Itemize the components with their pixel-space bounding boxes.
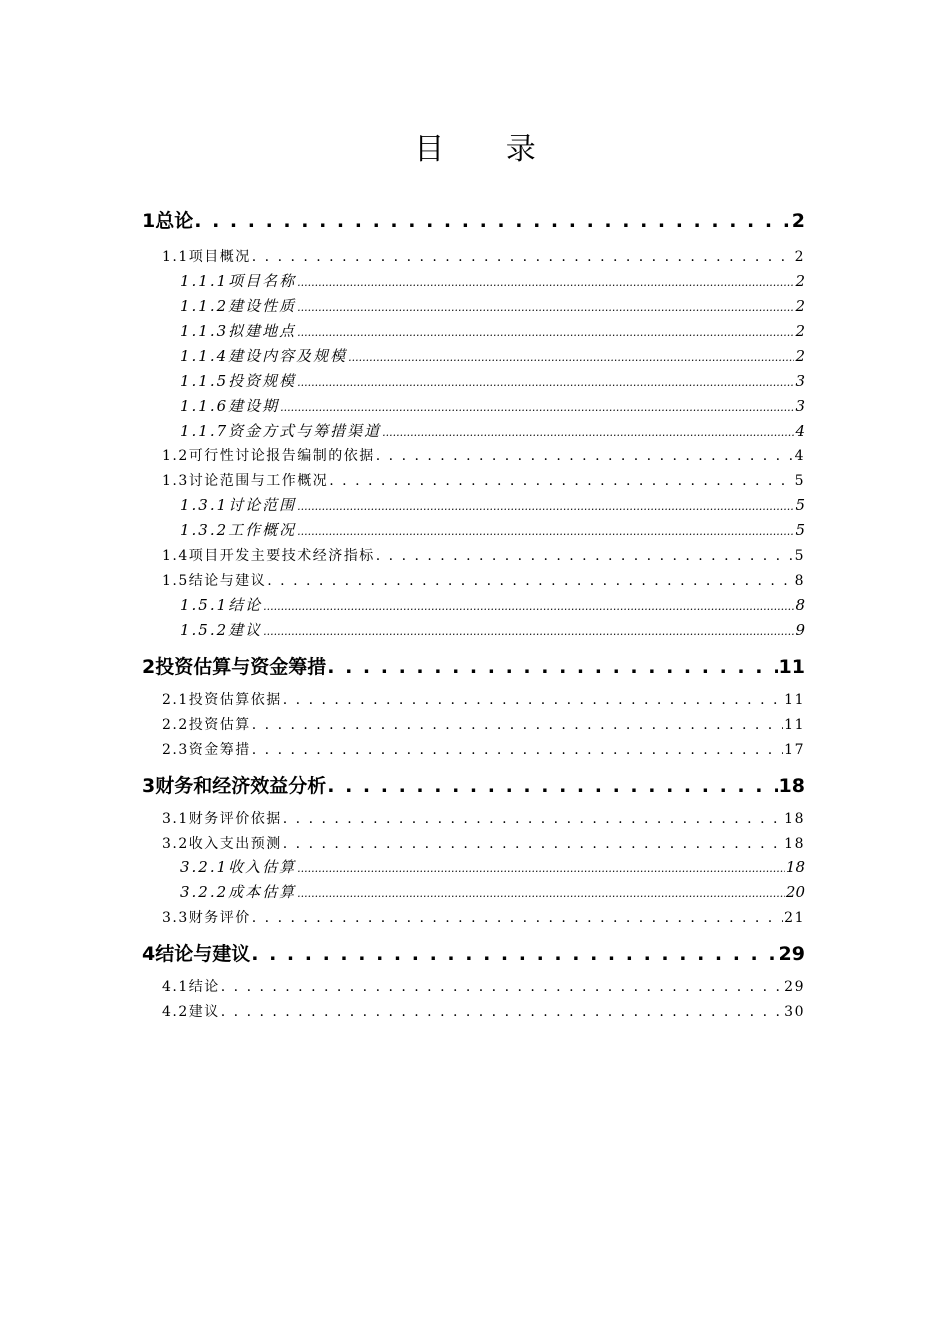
toc-label: 1.1.5投资规模 [180, 372, 297, 390]
toc-label: 1.1.2建设性质 [180, 297, 297, 315]
toc-page: 18 [784, 811, 805, 827]
toc-entry-1-1-3[interactable] [180, 320, 805, 341]
toc-leader [283, 692, 783, 708]
toc-label: 财务和经济效益分析 [155, 775, 327, 797]
toc-page: 4 [794, 448, 805, 464]
toc-entry-1-3-2[interactable] [180, 519, 805, 540]
toc-page: 5 [794, 473, 805, 489]
toc-page: 4 [795, 422, 805, 440]
toc-label: 4.1结论 [162, 979, 220, 995]
toc-page: 21 [784, 910, 805, 926]
toc-label: 1.5结论与建议 [162, 573, 267, 589]
toc-number: 2 [142, 656, 156, 678]
toc-label: 1.5.2建议 [180, 621, 263, 639]
toc-page: 8 [795, 596, 805, 614]
toc-entry-2[interactable] [142, 652, 805, 679]
toc-leader [327, 775, 777, 797]
toc-label: 投资估算与资金筹措 [155, 656, 327, 678]
toc-page: 18 [784, 836, 805, 852]
toc-page: 3 [795, 372, 805, 390]
toc-label: 3.1财务评价依据 [162, 811, 282, 827]
toc-label: 1.1.3拟建地点 [180, 322, 297, 340]
toc-entry-4[interactable] [142, 939, 805, 966]
toc-label: 1.3.1讨论范围 [180, 496, 297, 514]
toc-number: 4 [142, 943, 156, 965]
toc-page: 5 [795, 521, 805, 539]
toc-label: 1.4项目开发主要技术经济指标 [162, 548, 375, 564]
toc-leader [263, 596, 794, 614]
toc-entry-1-1-5[interactable] [180, 370, 805, 391]
toc-page: 3 [795, 397, 805, 415]
toc-leader [251, 943, 777, 965]
toc-label: 1.1.1项目名称 [180, 272, 297, 290]
toc-label: 1.1.7资金方式与筹措渠道 [180, 422, 382, 440]
toc-entry-1-1-7[interactable] [180, 420, 805, 441]
toc-label: 3.2.2成本估算 [180, 883, 297, 901]
toc-entry-3-1[interactable] [162, 808, 805, 828]
toc-leader [283, 811, 783, 827]
toc-page: 11 [784, 692, 805, 708]
toc-page: 17 [784, 742, 805, 758]
toc-page: 18 [778, 775, 805, 797]
toc-label: 2.3资金筹措 [162, 742, 251, 758]
toc-label: 1.3.2工作概况 [180, 521, 297, 539]
toc-leader [252, 249, 794, 265]
toc-page: 30 [784, 1004, 805, 1020]
toc-label: 结论与建议 [155, 943, 251, 965]
toc-entry-1-1[interactable] [162, 246, 805, 266]
toc-entry-1-3[interactable] [162, 470, 805, 490]
toc-number: 3 [142, 775, 156, 797]
toc-entry-1-5-2[interactable] [180, 619, 805, 640]
toc-entry-1-1-6[interactable] [180, 395, 805, 416]
toc-label: 1.1.4建设内容及规模 [180, 347, 348, 365]
toc-entry-4-2[interactable] [162, 1001, 805, 1021]
toc-page: 11 [778, 656, 805, 678]
toc-leader [221, 1004, 783, 1020]
toc-entry-3[interactable] [142, 771, 805, 798]
toc-label: 3.3财务评价 [162, 910, 251, 926]
toc-leader [297, 858, 785, 876]
toc-page: 2 [794, 249, 805, 265]
toc-entry-2-1[interactable] [162, 689, 805, 709]
toc-leader [376, 448, 794, 464]
toc-entry-3-3[interactable] [162, 907, 805, 927]
toc-label: 2.1投资估算依据 [162, 692, 282, 708]
toc-page: 2 [795, 297, 805, 315]
toc-entry-3-2-1[interactable] [180, 856, 805, 877]
toc-leader [221, 979, 783, 995]
toc-label: 总论 [155, 210, 194, 232]
toc-leader [252, 717, 783, 733]
toc-page: 18 [785, 858, 805, 876]
toc-entry-1-5-1[interactable] [180, 594, 805, 615]
toc-label: 1.1.6建设期 [180, 397, 280, 415]
toc-page: 2 [795, 322, 805, 340]
toc-page: 29 [778, 943, 805, 965]
toc-entry-2-3[interactable] [162, 739, 805, 759]
toc-leader [252, 742, 783, 758]
toc-leader [252, 910, 783, 926]
toc-page: 5 [795, 496, 805, 514]
toc-label: 1.1项目概况 [162, 249, 251, 265]
toc-entry-1[interactable] [142, 206, 805, 233]
toc-entry-1-1-4[interactable] [180, 345, 805, 366]
toc-leader [297, 496, 794, 514]
toc-label: 1.3讨论范围与工作概况 [162, 473, 329, 489]
toc-leader [327, 656, 777, 678]
toc-leader [348, 347, 794, 365]
toc-entry-3-2[interactable] [162, 833, 805, 853]
toc-label: 2.2投资估算 [162, 717, 251, 733]
toc-label: 3.2收入支出预测 [162, 836, 282, 852]
toc-leader [376, 548, 794, 564]
toc-page: 2 [795, 347, 805, 365]
toc-entry-1-4[interactable] [162, 545, 805, 565]
toc-leader [280, 397, 794, 415]
toc-entry-1-2[interactable] [162, 445, 805, 465]
toc-page: 11 [784, 717, 805, 733]
toc-entry-4-1[interactable] [162, 976, 805, 996]
toc-page: 20 [785, 883, 805, 901]
toc-number: 1 [142, 210, 156, 232]
toc-leader [297, 272, 794, 290]
toc-page: 2 [795, 272, 805, 290]
toc-leader [297, 297, 794, 315]
toc-page: 9 [795, 621, 805, 639]
toc-page: 5 [794, 548, 805, 564]
toc-leader [329, 473, 793, 489]
toc-entry-2-2[interactable] [162, 714, 805, 734]
toc-page: 8 [794, 573, 805, 589]
toc-leader [283, 836, 783, 852]
toc-page: 2 [791, 210, 805, 232]
toc-label: 3.2.1收入估算 [180, 858, 297, 876]
toc-entry-1-3-1[interactable] [180, 494, 805, 515]
toc-entry-1-5[interactable] [162, 570, 805, 590]
toc-leader [297, 322, 794, 340]
toc-leader [194, 210, 791, 232]
page-title: 目 录 [414, 132, 562, 167]
toc-label: 1.5.1结论 [180, 596, 263, 614]
toc-leader [297, 372, 794, 390]
toc-page: 29 [784, 979, 805, 995]
toc-entry-1-1-1[interactable] [180, 270, 805, 291]
toc-entry-3-2-2[interactable] [180, 881, 805, 902]
toc-entry-1-1-2[interactable] [180, 295, 805, 316]
toc-leader [267, 573, 793, 589]
toc-leader [297, 521, 794, 539]
toc-label: 4.2建议 [162, 1004, 220, 1020]
toc-leader [297, 883, 785, 901]
toc-label: 1.2可行性讨论报告编制的依据 [162, 448, 375, 464]
toc-leader [382, 422, 794, 440]
toc-leader [263, 621, 794, 639]
